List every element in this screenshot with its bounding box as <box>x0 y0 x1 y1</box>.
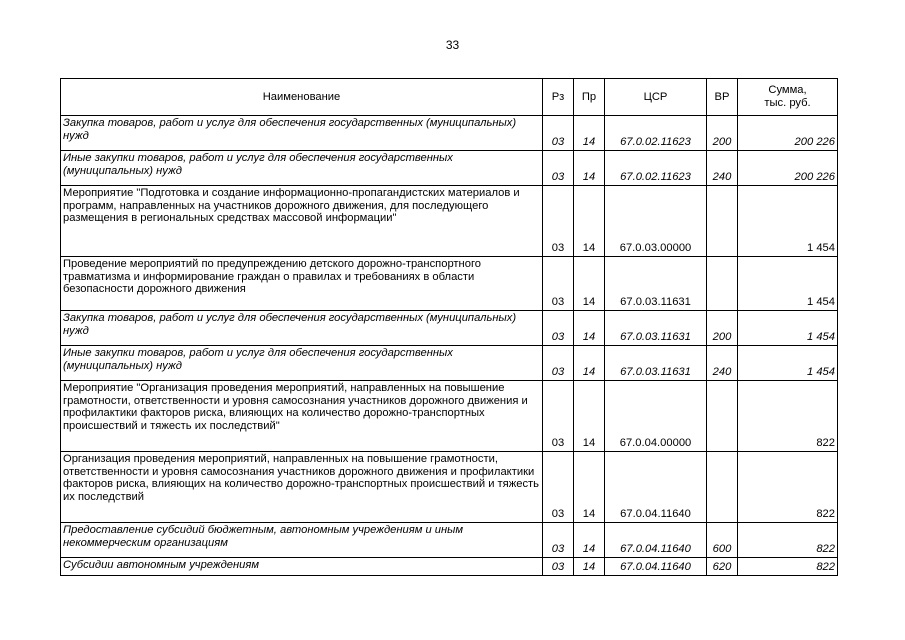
row-rz-cell: 03 <box>543 452 574 523</box>
row-pr-cell: 14 <box>574 452 605 523</box>
row-rz-cell: 03 <box>543 151 574 186</box>
row-vr-cell: 200 <box>707 116 738 151</box>
row-csr-cell: 67.0.04.11640 <box>605 558 707 576</box>
row-vr-cell: 200 <box>707 311 738 346</box>
row-csr-cell: 67.0.03.11631 <box>605 311 707 346</box>
table-row <box>61 257 838 311</box>
row-csr-cell: 67.0.02.11623 <box>605 151 707 186</box>
row-vr-cell <box>707 381 738 452</box>
row-csr-cell: 67.0.02.11623 <box>605 116 707 151</box>
row-name-cell: Организация проведения мероприятий, направленных на повышение грамотности, ответственности и уровня самосознания участников дорожного движения и профилактики факторов риска, влияющих на количество дорожно-транспортных происшествий и тяжесть их последствий <box>61 452 543 523</box>
row-pr-cell: 14 <box>574 151 605 186</box>
row-vr-cell <box>707 452 738 523</box>
table-row <box>61 151 838 186</box>
table-row <box>61 558 838 576</box>
header-pr: Пр <box>574 79 605 116</box>
row-sum-cell: 822 <box>738 558 838 576</box>
row-name-cell: Субсидии автономным учреждениям <box>61 558 543 576</box>
row-rz-cell: 03 <box>543 381 574 452</box>
row-rz-cell: 03 <box>543 257 574 311</box>
table-row <box>61 346 838 381</box>
row-sum-cell: 1 454 <box>738 186 838 257</box>
page-number: 33 <box>445 38 460 52</box>
table-row <box>61 186 838 257</box>
row-sum-cell: 200 226 <box>738 116 838 151</box>
row-pr-cell: 14 <box>574 186 605 257</box>
row-pr-cell: 14 <box>574 257 605 311</box>
row-rz-cell: 03 <box>543 311 574 346</box>
row-name-cell: Проведение мероприятий по предупреждению детского дорожно-транспортного травматизма и информирование граждан о правилах и требованиях в области безопасности дорожного движения <box>61 257 543 311</box>
row-csr-cell: 67.0.04.11640 <box>605 523 707 558</box>
header-csr: ЦСР <box>605 79 707 116</box>
table-body <box>61 116 838 576</box>
row-pr-cell: 14 <box>574 311 605 346</box>
row-name-cell: Мероприятие "Подготовка и создание информационно-пропагандистских материалов и программ, направленных на участников дорожного движения, для последующего размещения в региональных средствах массовой информации" <box>61 186 543 257</box>
row-name-cell: Закупка товаров, работ и услуг для обеспечения государственных (муниципальных) нужд <box>61 116 543 151</box>
row-pr-cell: 14 <box>574 116 605 151</box>
row-sum-cell: 822 <box>738 381 838 452</box>
row-sum-cell: 1 454 <box>738 257 838 311</box>
row-vr-cell: 240 <box>707 346 738 381</box>
table-row <box>61 452 838 523</box>
table-row <box>61 116 838 151</box>
row-rz-cell: 03 <box>543 558 574 576</box>
row-pr-cell: 14 <box>574 558 605 576</box>
row-rz-cell: 03 <box>543 523 574 558</box>
row-vr-cell: 240 <box>707 151 738 186</box>
row-rz-cell: 03 <box>543 116 574 151</box>
row-csr-cell: 67.0.04.00000 <box>605 381 707 452</box>
table-row <box>61 311 838 346</box>
row-sum-cell: 1 454 <box>738 346 838 381</box>
row-pr-cell: 14 <box>574 346 605 381</box>
row-sum-cell: 822 <box>738 523 838 558</box>
row-csr-cell: 67.0.03.11631 <box>605 257 707 311</box>
row-rz-cell: 03 <box>543 186 574 257</box>
row-csr-cell: 67.0.03.11631 <box>605 346 707 381</box>
row-sum-cell: 822 <box>738 452 838 523</box>
header-name: Наименование <box>61 79 543 116</box>
header-vr: ВР <box>707 79 738 116</box>
row-sum-cell: 1 454 <box>738 311 838 346</box>
row-sum-cell: 200 226 <box>738 151 838 186</box>
row-name-cell: Предоставление субсидий бюджетным, автономным учреждениям и иным некоммерческим организациям <box>61 523 543 558</box>
row-csr-cell: 67.0.03.00000 <box>605 186 707 257</box>
table-row <box>61 523 838 558</box>
budget-table <box>60 78 838 576</box>
row-vr-cell <box>707 257 738 311</box>
row-csr-cell: 67.0.04.11640 <box>605 452 707 523</box>
row-vr-cell: 620 <box>707 558 738 576</box>
row-name-cell: Иные закупки товаров, работ и услуг для обеспечения государственных (муниципальных) нужд <box>61 151 543 186</box>
header-sum-line2: тыс. руб. <box>764 97 811 109</box>
table-row <box>61 381 838 452</box>
header-sum <box>738 79 838 116</box>
row-name-cell: Иные закупки товаров, работ и услуг для обеспечения государственных (муниципальных) нужд <box>61 346 543 381</box>
row-pr-cell: 14 <box>574 523 605 558</box>
table-header-row <box>61 79 838 116</box>
row-vr-cell <box>707 186 738 257</box>
header-sum-line1: Сумма, <box>768 84 807 97</box>
row-vr-cell: 600 <box>707 523 738 558</box>
row-pr-cell: 14 <box>574 381 605 452</box>
row-rz-cell: 03 <box>543 346 574 381</box>
row-name-cell: Мероприятие "Организация проведения мероприятий, направленных на повышение грамотности, ответственности и уровня самосознания участников дорожного движения и профилактики факторов риска, влияющих на количество дорожно-транспортных происшествий и тяжесть их последствий" <box>61 381 543 452</box>
row-name-cell: Закупка товаров, работ и услуг для обеспечения государственных (муниципальных) нужд <box>61 311 543 346</box>
header-rz: Рз <box>543 79 574 116</box>
